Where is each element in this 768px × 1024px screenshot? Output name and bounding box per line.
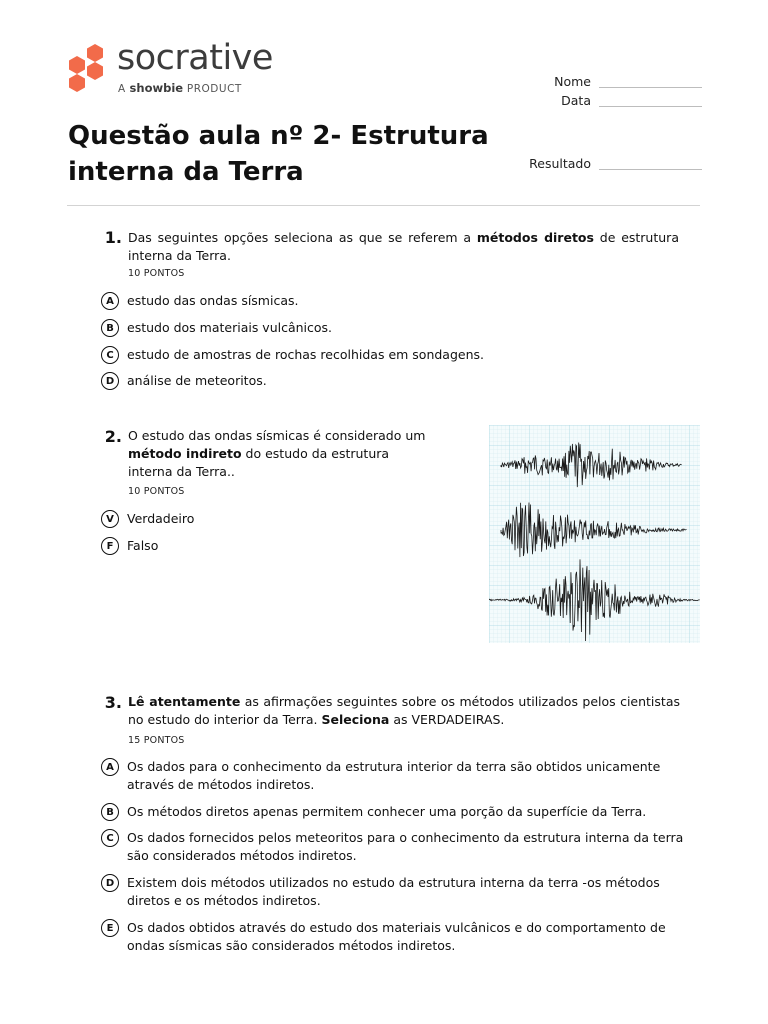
q2-option-true[interactable] xyxy=(101,510,194,528)
q3-option-b[interactable] xyxy=(101,803,687,821)
q2-text-bold: método indireto xyxy=(128,446,242,461)
question-1-points: 10 PONTOS xyxy=(128,268,185,279)
question-1-number: 1. xyxy=(104,228,122,247)
option-letter-badge: B xyxy=(101,319,119,337)
q3-option-d[interactable] xyxy=(101,874,687,910)
option-label: Os dados para o conhecimento da estrutura interior da terra são obtidos unicamente através de métodos indiretos. xyxy=(127,759,661,792)
question-2-number: 2. xyxy=(104,427,122,446)
option-letter-badge: A xyxy=(101,292,119,310)
option-letter-badge: A xyxy=(101,758,119,776)
option-label: Verdadeiro xyxy=(127,511,195,526)
option-letter-badge: E xyxy=(101,919,119,937)
option-label: estudo de amostras de rochas recolhidas em sondagens. xyxy=(127,347,484,362)
q3-text-part: as VERDADEIRAS. xyxy=(389,712,505,727)
header-divider xyxy=(67,205,700,206)
seismogram-image xyxy=(489,425,700,643)
q1-option-d[interactable] xyxy=(101,372,267,390)
q1-text-part: de estrutura interna da Terra. xyxy=(128,230,679,263)
option-letter-badge: D xyxy=(101,372,119,390)
option-label: Existem dois métodos utilizados no estudo da estrutura interna da terra -os métodos diretos e os métodos indiretos. xyxy=(127,875,660,908)
option-label: Os dados obtidos através do estudo dos materiais vulcânicos e do comportamento de ondas sísmicas são considerados métodos indiretos. xyxy=(127,920,666,953)
socrative-logo xyxy=(67,38,297,96)
q3-option-e[interactable] xyxy=(101,919,697,955)
q1-option-c[interactable] xyxy=(101,346,484,364)
hexagon-logo-icon xyxy=(67,44,107,96)
q3-option-a[interactable] xyxy=(101,758,687,794)
tagline-brand: showbie xyxy=(129,81,184,95)
q1-text-bold: métodos diretos xyxy=(476,230,594,245)
q2-text-part: O estudo das ondas sísmicas é considerado um xyxy=(128,428,426,443)
question-2-points: 10 PONTOS xyxy=(128,486,185,497)
question-2-text xyxy=(128,427,428,481)
tagline-prefix: A xyxy=(118,83,126,95)
question-3-number: 3. xyxy=(104,693,122,712)
q2-text-part: do estudo da estrutura interna da Terra.. xyxy=(128,446,390,479)
option-letter-badge: C xyxy=(101,346,119,364)
q2-option-false[interactable] xyxy=(101,537,158,555)
q3-text-bold: Lê atentamente xyxy=(128,694,241,709)
option-label: Falso xyxy=(127,538,159,553)
option-letter-badge: V xyxy=(101,510,119,528)
q1-text-part: Das seguintes opções seleciona as que se referem a xyxy=(128,230,477,245)
option-letter-badge: B xyxy=(101,803,119,821)
q3-text-bold: Seleciona xyxy=(321,712,390,727)
question-3-points: 15 PONTOS xyxy=(128,735,185,746)
name-label: Nome xyxy=(554,74,591,89)
q3-text-part: as afirmações seguintes sobre os métodos utilizados pelos cientistas no estudo do interior da Terra. xyxy=(128,694,680,727)
result-label: Resultado xyxy=(529,156,591,171)
brand-name: socrative xyxy=(117,38,273,78)
option-label: Os métodos diretos apenas permitem conhecer uma porção da superfície da Terra. xyxy=(127,804,647,819)
tagline-suffix: PRODUCT xyxy=(186,83,242,95)
option-label: Os dados fornecidos pelos meteoritos para o conhecimento da estrutura interna da terra são considerados métodos indiretos. xyxy=(127,830,684,863)
question-3-text xyxy=(128,693,680,729)
date-label: Data xyxy=(561,93,591,108)
result-field-line[interactable] xyxy=(599,169,702,170)
question-1-text xyxy=(128,229,679,265)
option-letter-badge: F xyxy=(101,537,119,555)
date-field-line[interactable] xyxy=(599,106,702,107)
brand-tagline xyxy=(118,81,242,95)
option-label: estudo das ondas sísmicas. xyxy=(127,293,299,308)
option-letter-badge: D xyxy=(101,874,119,892)
q1-option-a[interactable] xyxy=(101,292,298,310)
q1-option-b[interactable] xyxy=(101,319,332,337)
option-label: estudo dos materiais vulcânicos. xyxy=(127,320,333,335)
page-title: Questão aula nº 2- Estrutura interna da Terra xyxy=(68,121,489,187)
option-letter-badge: C xyxy=(101,829,119,847)
name-field-line[interactable] xyxy=(599,87,702,88)
option-label: análise de meteoritos. xyxy=(127,373,267,388)
q3-option-c[interactable] xyxy=(101,829,687,865)
